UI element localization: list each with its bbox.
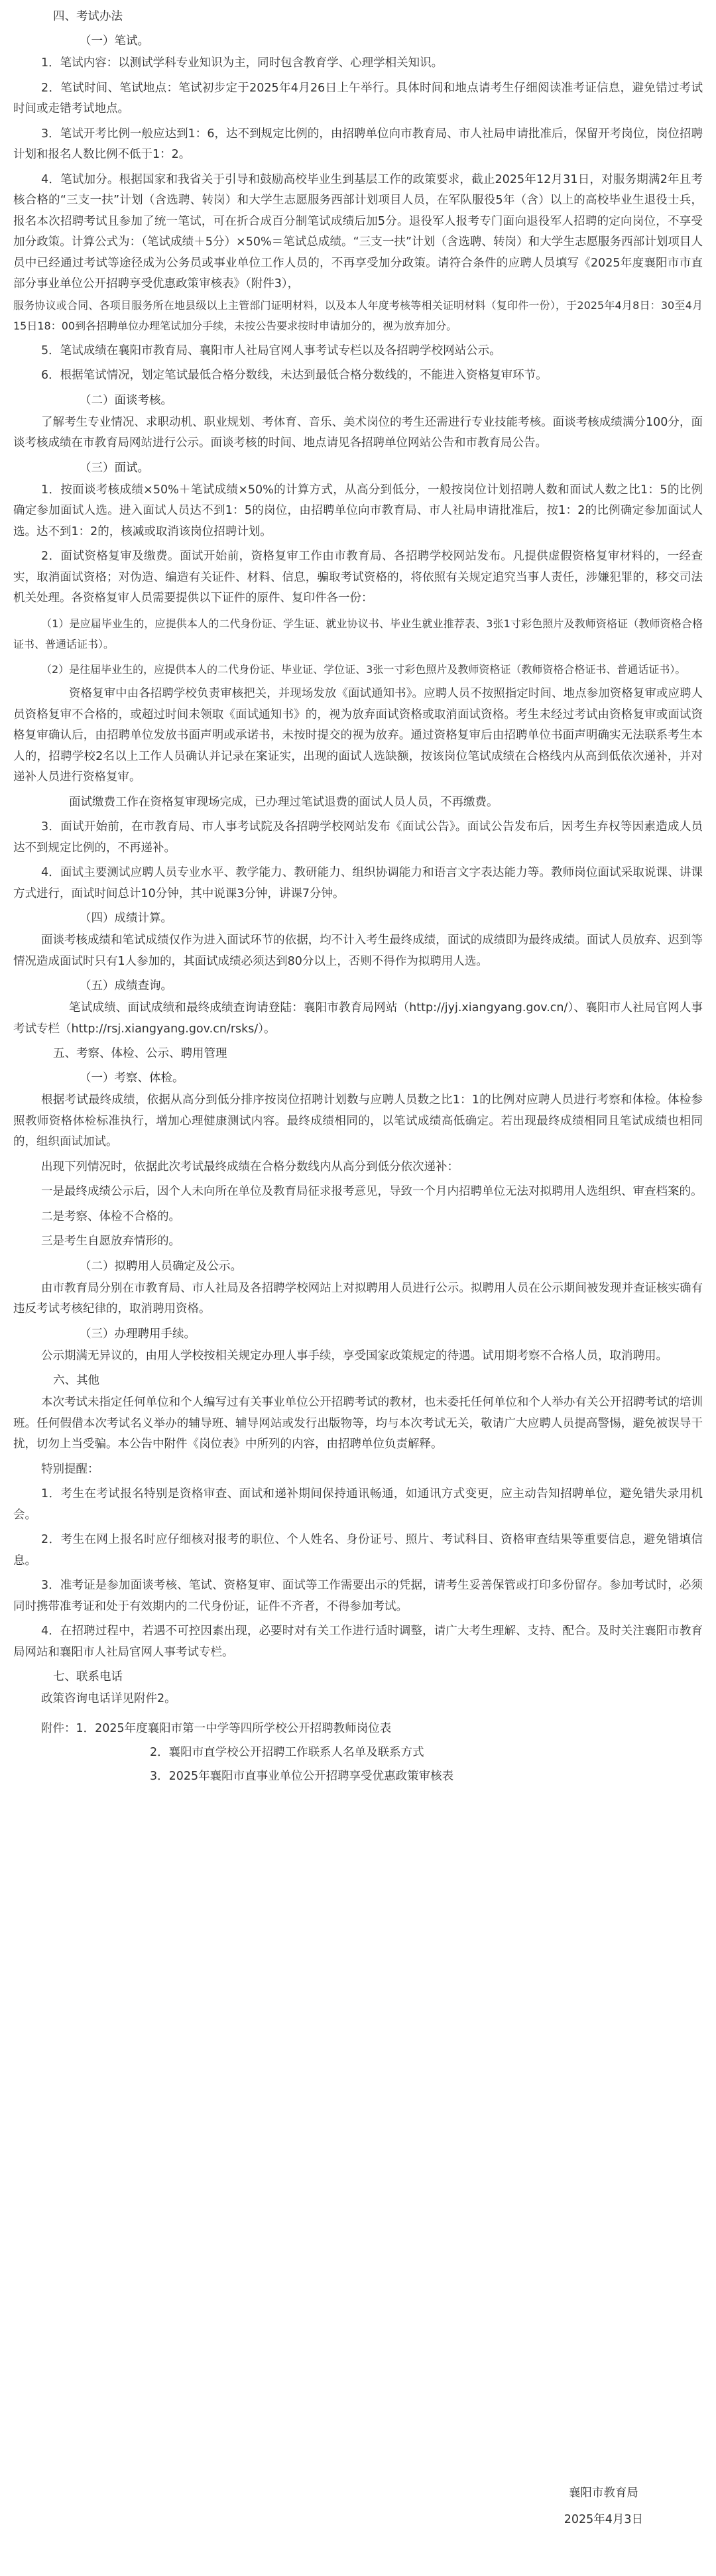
paragraph: 4．面试主要测试应聘人员专业水平、教学能力、教研能力、组织协调能力和语言文字表达能力等。教师岗位面试采取说课、讲课方式进行，面试时间总计10分钟，其中说课3分钟，讲课7分钟。	[13, 866, 703, 900]
paragraph: 1．笔试内容：以测试学科专业知识为主，同时包含教育学、心理学相关知识。	[41, 56, 444, 70]
paragraph: （1）是应届毕业生的，应提供本人的二代身份证、学生证、就业协议书、毕业生就业推荐表、3张1寸彩色照片及教师资格证（教师资格合格证书、普通话证书）。	[13, 617, 703, 650]
paragraph: 3．笔试开考比例一般应达到1：6，达不到规定比例的，由招聘单位向市教育局、市人社局申请批准后，保留开考岗位，岗位招聘计划和报名人数比例不低于1：2。	[13, 127, 703, 161]
inspection-title: （一）考察、体检。	[80, 1072, 184, 1085]
paragraph: 服务协议或合同、各项目服务所在地县级以上主管部门证明材料，以及本人年度考核等相关证明材料（复印件一份），于2025年4月8日：30至4月15日18：00到各招聘单位办理笔试加分手续，未按公告要求按时申请加分的，视为放弃加分。	[13, 298, 703, 332]
query-title: （五）成绩查询。	[80, 979, 172, 993]
attachment-text: 1．2025年度襄阳市第一中学等四所学校公开招聘教师岗位表	[76, 1721, 392, 1735]
paragraph: 出现下列情况时，依据此次考试最终成绩在合格分数线内从高分到低分依次递补：	[41, 1160, 459, 1174]
written-exam-title: （一）笔试。	[80, 34, 149, 48]
paragraph: 6．根据笔试情况，划定笔试最低合格分数线，未达到最低合格分数线的，不能进入资格复审环节。	[41, 369, 548, 382]
paragraph: 5．笔试成绩在襄阳市教育局、襄阳市人社局官网人事考试专栏以及各招聘学校网站公示。	[41, 343, 501, 357]
paragraph: 3．准考证是参加面谈考核、笔试、资格复审、面试等工作需要出示的凭据，请考生妥善保管或打印多份留存。参加考试时，必须同时携带准考证和处于有效期内的二代身份证，证件不齐者，不得参加考试。	[13, 1579, 703, 1613]
paragraph: 三是考生自愿放弃情形的。	[41, 1235, 180, 1248]
section-4-title: 四、考试办法	[53, 10, 123, 23]
paragraph: 本次考试未指定任何单位和个人编写过有关事业单位公开招聘考试的教材，也未委托任何单位和个人举办有关公开招聘考试的培训班。任何假借本次考试名义举办的辅导班、辅导网站或发行出版物等，均与本次考试无关，敬请广大应聘人员提高警惕，避免被误导干扰，切勿上当受骗。本公告中附件《岗位表》中所列的内容，由招聘单位负责解释。	[13, 1396, 703, 1451]
paragraph: 根据考试最终成绩，依据从高分到低分排序按岗位招聘计划数与应聘人员数之比1：1的比例对应聘人员进行考察和体检。体检参照教师资格体检标准执行，增加心理健康测试内容。最终成绩相同的，以笔试成绩高低确定。若出现最终成绩相同且笔试成绩也相同的，组织面试加试。	[13, 1093, 703, 1148]
paragraph: 2．面试资格复审及缴费。面试开始前，资格复审工作由市教育局、各招聘学校网站发布。凡提供虚假资格复审材料的，一经查实，取消面试资格；对伪造、编造有关证件、材料、信息，骗取考试资格的，将依照有关规定追究当事人责任，涉嫌犯罪的，移交司法机关处理。各资格复审人员需要提供以下证件的原件、复印件各一份：	[13, 550, 703, 605]
paragraph: 3．面试开始前，在市教育局、市人事考试院及各招聘学校网站发布《面试公告》。面试公告发布后，因考生弃权等因素造成人员达不到规定比例的，不再递补。	[13, 820, 703, 855]
attachments-label: 附件：	[41, 1721, 76, 1735]
attachment-item[interactable]: 2．襄阳市直学校公开招聘工作联系人名单及联系方式	[150, 1745, 424, 1759]
hire-title: （三）办理聘用手续。	[80, 1327, 196, 1341]
score-title: （四）成绩计算。	[80, 912, 172, 925]
interview-title: （三）面试。	[80, 461, 149, 475]
attachment-item[interactable]	[41, 1717, 703, 1741]
paragraph: （2）是往届毕业生的，应提供本人的二代身份证、毕业证、学位证、3张一寸彩色照片及教师资格证（教师资格合格证书、普通话证书）。	[41, 662, 686, 676]
tips-title: 特别提醒：	[41, 1462, 99, 1476]
paragraph: 笔试成绩、面试成绩和最终成绩查询请登陆：襄阳市教育局网站（http://jyj.xiangyang.gov.cn/）、襄阳市人社局官网人事考试专栏（http://rsj.xiangyang.gov.cn/rsks/）。	[13, 1001, 703, 1036]
attachments-list	[13, 1717, 703, 1788]
signature-block	[564, 2480, 643, 2533]
paragraph: 2．笔试时间、笔试地点：笔试初步定于2025年4月26日上午举行。具体时间和地点请考生仔细阅读准考证信息，避免错过考试时间或走错考试地点。	[13, 81, 703, 115]
interview-test-title: （二）面谈考核。	[80, 393, 172, 407]
paragraph: 政策咨询电话详见附件2。	[41, 1692, 176, 1705]
paragraph: 4．笔试加分。根据国家和我省关于引导和鼓励高校毕业生到基层工作的政策要求，截止2025年12月31日，对服务期满2年且考核合格的“三支一扶”计划（含选聘、转岗）和大学生志愿服务西部计划项目人员，在军队服役5年（含）以上的高校毕业生退役士兵，报名本次招聘考试且参加了统一笔试，可在折合成百分制笔试成绩后加5分。退役军人报考专门面向退役军人招聘的定向岗位，不享受加分政策。计算公式为：（笔试成绩＋5分）×50%＝笔试总成绩。“三支一扶”计划（含选聘、转岗）和大学生志愿服务西部计划项目人员中已经通过考试等途径成为公务员或事业单位工作人员的，不再享受加分政策。请符合条件的应聘人员填写《2025年度襄阳市市直部分事业单位公开招聘享受优惠政策审核表》（附件3），	[13, 172, 703, 290]
attachment-item[interactable]: 3．2025年襄阳市直事业单位公开招聘享受优惠政策审核表	[150, 1769, 454, 1783]
paragraph: 面试缴费工作在资格复审现场完成，已办理过笔试退费的面试人员人员，不再缴费。	[69, 795, 499, 809]
paragraph: 面谈考核成绩和笔试成绩仅作为进入面试环节的依据，均不计入考生最终成绩，面试的成绩即为最终成绩。面试人员放弃、迟到等情况造成面试时只有1人参加的，其面试成绩必须达到80分以上，否则不得作为拟聘用人选。	[13, 934, 703, 968]
section-7-title: 七、联系电话	[53, 1670, 123, 1684]
section-6-title: 六、其他	[53, 1374, 99, 1387]
signer: 襄阳市教育局	[568, 2486, 638, 2500]
publicity-title: （二）拟聘用人员确定及公示。	[80, 1259, 242, 1273]
paragraph: 一是最终成绩公示后，因个人未向所在单位及教育局征求报考意见，导致一个月内招聘单位无法对拟聘用人选组织、审查档案的。	[41, 1185, 703, 1198]
paragraph: 4．在招聘过程中，若遇不可控因素出现，必要时对有关工作进行适时调整，请广大考生理解、支持、配合。及时关注襄阳市教育局网站和襄阳市人社局官网人事考试专栏。	[13, 1625, 703, 1659]
section-5-title: 五、考察、体检、公示、聘用管理	[53, 1047, 227, 1060]
paragraph: 二是考察、体检不合格的。	[41, 1209, 180, 1223]
paragraph: 1．考生在考试报名特别是资格审查、面试和递补期间保持通讯畅通，如通讯方式变更，应主动告知招聘单位，避免错失录用机会。	[13, 1487, 703, 1522]
date: 2025年4月3日	[564, 2513, 643, 2526]
paragraph: 资格复审中由各招聘学校负责审核把关，并现场发放《面试通知书》。应聘人员不按照指定时间、地点参加资格复审或应聘人员资格复审不合格的，或超过时间未领取《面试通知书》的，视为放弃面试资格或取消面试资格。考生未经过考试由资格复审或面试资格复审确认后，由招聘单位发放书面声明或承诺书，未按时提交的视为放弃。通过资格复审后由招聘单位书面声明确实无法联系考生本人的，招聘学校2名以上工作人员确认并记录在案证实，出现的面试人选缺额，按该岗位笔试成绩在合格线内从高到低依次递补，并对递补人员进行资格复审。	[13, 687, 703, 784]
paragraph: 2．考生在网上报名时应仔细核对报考的职位、个人姓名、身份证号、照片、考试科目、资格审查结果等重要信息，避免错填信息。	[13, 1533, 703, 1567]
paragraph: 公示期满无异议的，由用人学校按相关规定办理人事手续，享受国家政策规定的待遇。试用期考察不合格人员，取消聘用。	[41, 1349, 668, 1363]
paragraph: 了解考生专业情况、求职动机、职业规划、考体育、音乐、美术岗位的考生还需进行专业技能考核。面谈考核成绩满分100分，面谈考核成绩在市教育局网站进行公示。面谈考核的时间、地点请见各招聘单位网站公告和市教育局公告。	[13, 415, 703, 450]
paragraph: 由市教育局分别在市教育局、市人社局及各招聘学校网站上对拟聘用人员进行公示。拟聘用人员在公示期间被发现并查证核实确有违反考试考核纪律的，取消聘用资格。	[13, 1281, 703, 1316]
paragraph: 1．按面谈考核成绩×50%＋笔试成绩×50%的计算方式，从高分到低分，一般按岗位计划招聘人数和面试人数之比1：5的比例确定参加面试人选。进入面试人员达不到1：5的岗位，由招聘单位向市教育局、市人社局申请批准后，按1：2的比例确定参加面试人选。达不到1：2的，核减或取消该岗位招聘计划。	[13, 483, 703, 538]
